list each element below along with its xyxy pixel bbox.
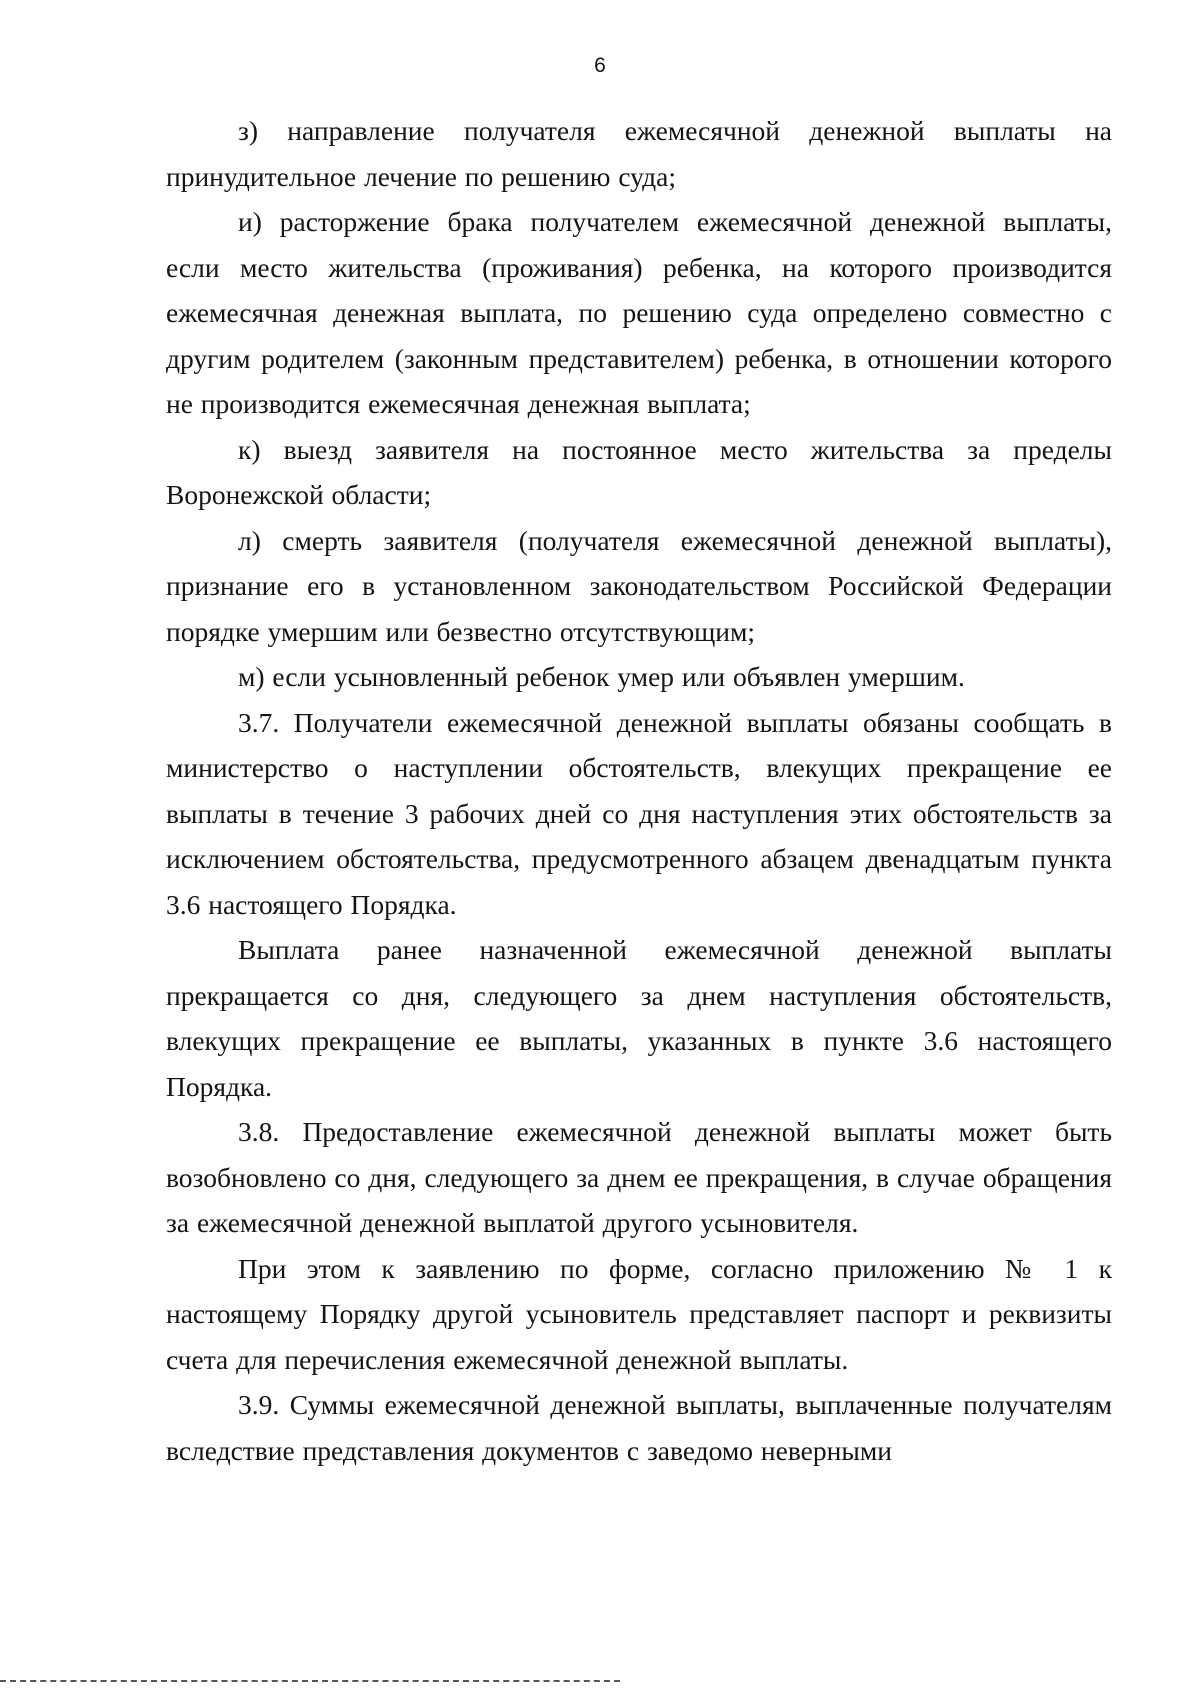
scan-bottom-rule [0,1680,620,1682]
paragraph-item-m: м) если усыновленный ребенок умер или объявлен умершим. [238,661,965,692]
paragraph-clause-3-9: 3.9. Суммы ежемесячной денежной выплаты, выплаченные получателям вследствие представления документов с заведомо неверными [166,1389,1112,1466]
document-body [166,108,1112,1473]
paragraph-item-i: и) расторжение брака получателем ежемесячной денежной выплаты, если место жительства (проживания) ребенка, на которого производится ежемесячная денежная выплата, по решению суда определено совместно с другим родителем (законным представителем) ребенка, в отношении которого не производится ежемесячная денежная выплата; [166,206,1112,419]
paragraph-application-requirements: При этом к заявлению по форме, согласно приложению № 1 к настоящему Порядку другой усыновитель представляет паспорт и реквизиты счета для перечисления ежемесячной денежной выплаты. [166,1252,1112,1375]
paragraph-clause-3-8: 3.8. Предоставление ежемесячной денежной выплаты может быть возобновлено со дня, следующего за днем ее прекращения, в случае обращения за ежемесячной денежной выплатой другого усыновителя. [166,1116,1112,1238]
paragraph-item-k: к) выезд заявителя на постоянное место жительства за пределы Воронежской области; [166,433,1112,510]
paragraph-item-z: з) направление получателя ежемесячной денежной выплаты на принудительное лечение по решению суда; [166,115,1112,192]
paragraph-payment-termination: Выплата ранее назначенной ежемесячной денежной выплаты прекращается со дня, следующего за днем наступления обстоятельств, влекущих прекращение ее выплаты, указанных в пункте 3.6 настоящего Порядка. [166,934,1112,1102]
paragraph-item-l: л) смерть заявителя (получателя ежемесячной денежной выплаты), признание его в установленном законодательством Российской Федерации порядке умершим или безвестно отсутствующим; [166,524,1112,647]
page-number: 6 [594,54,606,77]
paragraph-clause-3-7: 3.7. Получатели ежемесячной денежной выплаты обязаны сообщать в министерство о наступлении обстоятельств, влекущих прекращение ее выплаты в течение 3 рабочих дней со дня наступления этих обстоятельств за исключением обстоятельства, предусмотренного абзацем двенадцатым пункта 3.6 настоящего Порядка. [166,706,1112,920]
